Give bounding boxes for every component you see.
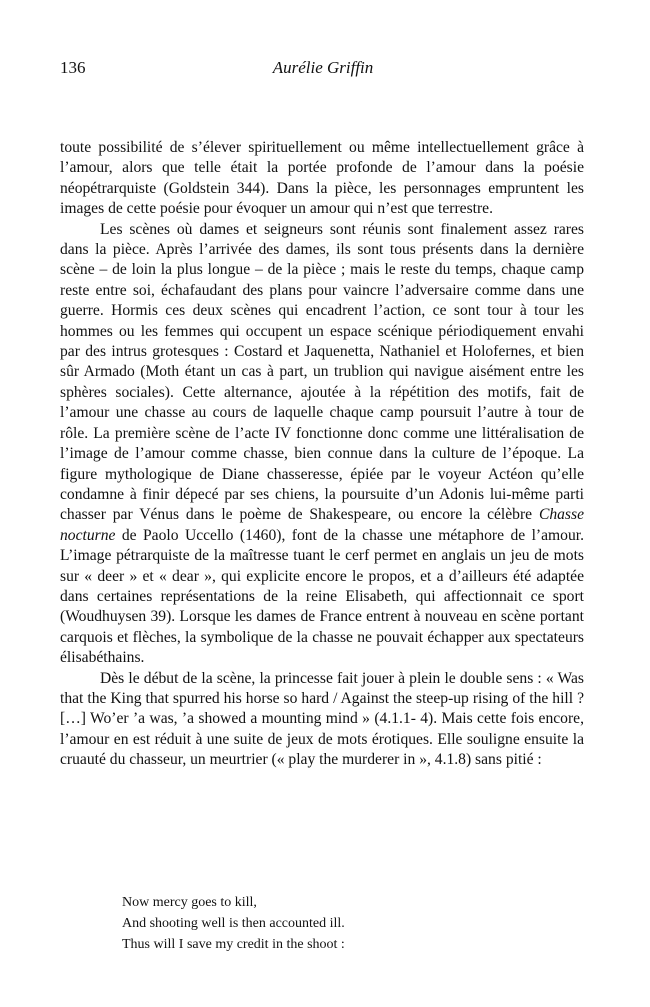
page-number: 136 bbox=[60, 58, 86, 77]
paragraph-2-part-1: Les scènes où dames et seigneurs sont réunis sont finalement assez rares dans la pièce. Après l’arrivée des dames, ils sont tous présents dans la dernière scène – de loin la plus longue – de la pièce ; mais le reste du temps, chaque camp reste entre soi, échafaudant des plans pour vaincre l’adversaire comme dans une guerre. Hormis ces deux scènes qui encadrent l’action, ce sont tour à tour les hommes ou les femmes qui occupent un espace scénique périodiquement envahi par des intrus grotesques : Costard et Jaquenetta, Nathaniel et Holofernes, et bien sûr Armado (Moth étant un cas à part, un trublion qui navigue aisément entre les sphères sociales). Cette alternance, ajoutée à la répétition des motifs, fait de l’amour une chasse au cours de laquelle chaque camp poursuit l’autre à tour de rôle. La première scène de l’acte IV fonctionne donc comme une littéralisation de l’image de l’amour comme chasse, bien connue dans la culture de l’époque. La figure mythologique de Diane chasseresse, épiée par le voyeur Actéon qu’elle condamne à finir dépecé par ses chiens, la poursuite d’un Adonis lui-même parti chasser par Vénus dans le poème de Shakespeare, ou encore la célèbre bbox=[60, 220, 584, 524]
running-head-author: Aurélie Griffin bbox=[272, 58, 374, 77]
page-header bbox=[60, 58, 586, 82]
paragraph-1: toute possibilité de s’élever spirituellement ou même intellectuellement grâce à l’amour, alors que telle était la portée profonde de l’amour dans la poésie néopétrarquiste (Goldstein 344). Dans la pièce, les personnages empruntent les images de cette poésie pour évoquer un amour qui n’est que terrestre. bbox=[60, 139, 584, 218]
italic-title-chasse-nocturne: Chasse nocturne bbox=[60, 506, 584, 544]
body-text bbox=[60, 138, 584, 771]
quote-line-1: Now mercy goes to kill, bbox=[122, 895, 257, 910]
verse-quotation bbox=[122, 892, 542, 955]
paragraph-3: Dès le début de la scène, la princesse fait jouer à plein le double sens : « Was that the King that spurred his horse so hard / Against the steep-up rising of the hill ? […] Wo’er ’a was, ’a showed a mounting mind » (4.1.1- 4). Mais cette fois encore, l’amour en est réduit à une suite de jeux de mots érotiques. Elle souligne ensuite la cruauté du chasseur, un meurtrier (« play the murderer in », 4.1.8) sans pitié : bbox=[60, 669, 584, 769]
paragraph-2-part-2: de Paolo Uccello (1460), font de la chasse une métaphore de l’amour. L’image pétrarquiste de la maîtresse tuant le cerf permet en anglais un jeu de mots sur « deer » et « dear », qui explicite encore le propos, et a d’ailleurs été adaptée dans certaines représentations de la reine Elisabeth, qui affectionnait ce sport (Woudhuysen 39). Lorsque les dames de France entrent à nouveau en scène portant carquois et flèches, la symbolique de la chasse ne pouvait échapper aux spectateurs élisabéthains. bbox=[60, 526, 584, 667]
quote-line-3: Thus will I save my credit in the shoot : bbox=[122, 937, 345, 952]
quote-line-2: And shooting well is then accounted ill. bbox=[122, 916, 345, 931]
paragraph-2 bbox=[60, 220, 584, 669]
